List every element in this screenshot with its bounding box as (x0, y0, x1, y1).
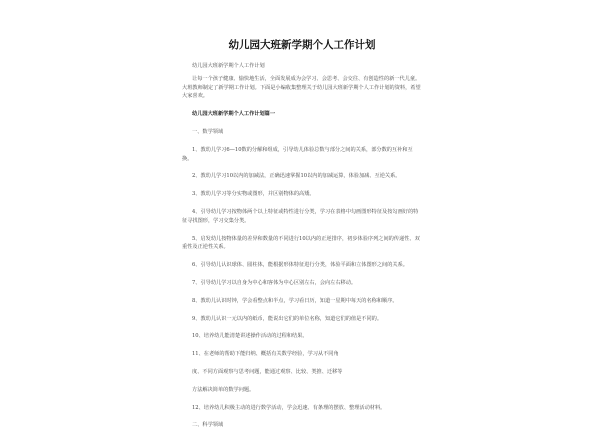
list-item: 10、培养幼儿能清楚讲述操作活动的过程和结果。 (192, 333, 308, 340)
list-item: 1、教幼儿学习6—10数的分解和组成，引导幼儿体验总数与部分之间的关系，部分数的互补和互换。 (182, 146, 413, 162)
section-title: 幼儿园大班新学期个人工作计划篇一 (192, 111, 276, 118)
subsection-science-heading: 二、科学领域 (192, 422, 224, 429)
list-item: 7、引导幼儿学习以自身为中心和客体为中心区别左右，会向左右移动。 (192, 279, 357, 286)
list-item: 5、启发幼儿按物体量的差异和数量的不同进行10以内的正逆排序，初步体验序列之间的传递性、双重性及正逆性关系。 (182, 235, 420, 251)
document-title: 幼儿园大班新学期个人工作计划 (228, 39, 376, 51)
list-item: 11、在老师的帮助下能归纳、概括有关数学经验，学习从不同角 (192, 351, 339, 358)
list-item: 9、教幼儿认识一元以内的纸币，能说出它们的单位名称，知道它们的值是不同的。 (192, 315, 383, 322)
list-item: 8、教幼儿认识时钟，学会看整点和半点，学习看日历，知道一星期中每天的名称和顺序。 (192, 297, 398, 304)
list-item: 12、培养幼儿积极主动的进行数学活动，学会迅速、有条理的摆放、整理活动材料。 (192, 404, 386, 411)
intro-paragraph: 让每一个孩子健康、愉快地生活，全面发展成为会学习、会思考、会交往、有创造性的新一代儿童。大班教师制定了新学期工作计划。下面是小编收集整理关于幼儿园大班新学期个人工作计划的资料，希望大家喜欢。 (182, 75, 421, 100)
list-item: 2、教幼儿学习10以内的加减法，正确迅速掌握10以内的加减运算，体验加减、互逆关系。 (192, 173, 401, 180)
document-body (182, 38, 422, 430)
list-item: 4、引导幼儿学习按物体两个以上特征或特性进行分类，学习在表格中勾画图形特征及按勾画好的特征寻找图形，学习交集分类。 (182, 208, 419, 224)
subsection-math-heading: 一、数学领域 (192, 128, 224, 135)
subtitle-line: 幼儿园大班新学期个人工作计划 (192, 63, 265, 69)
list-item-continuation: 方法解决简单的数学问题。 (192, 386, 255, 393)
list-item-continuation: 度、不同方面观察与思考问题，能通过观察、比较、类推、迁移等 (192, 368, 343, 375)
list-item: 3、教幼儿学习等分实物或图形，并区别物体的高矮。 (192, 191, 315, 198)
list-item: 6、引导幼儿认识球体、圆柱体，能根据形体特征进行分类，体验平面和立体图形之间的关系。 (192, 262, 408, 269)
